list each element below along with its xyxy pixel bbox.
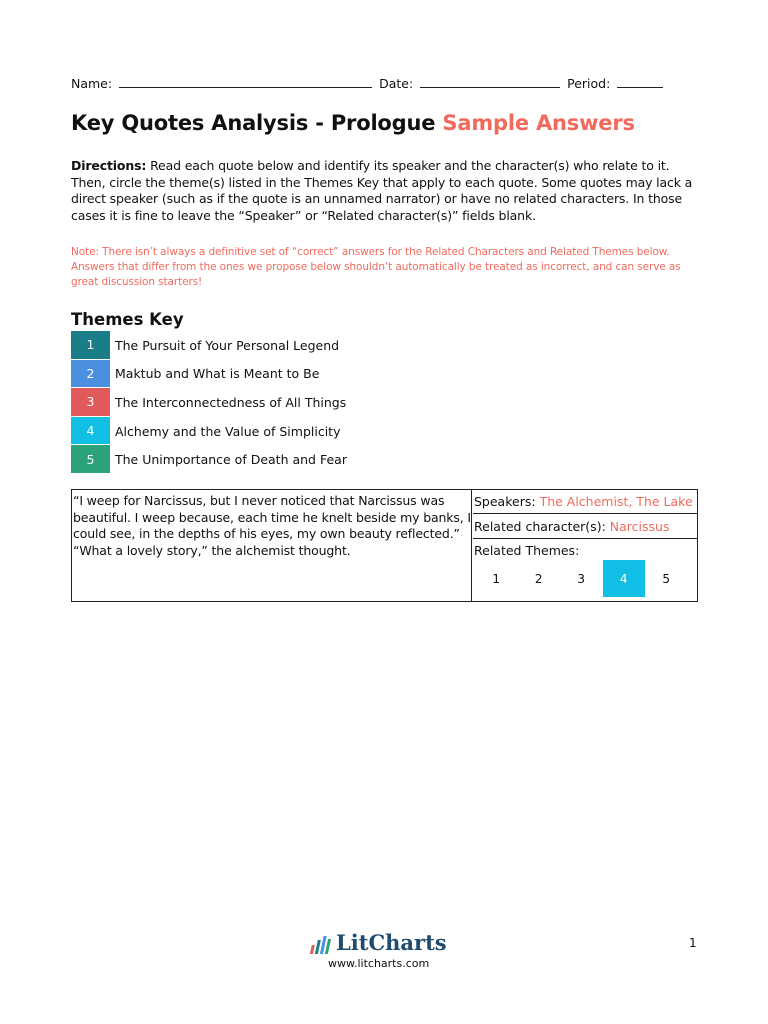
related-themes-label: Related Themes: [474,543,580,558]
title-accent: Sample Answers [442,111,635,135]
note-text: Note: There isn’t always a definitive set of “correct” answers for the Related Characters and Related Themes below. Answers that differ from the ones we propose below shouldn’t automatically be treated as incorrect, and can serve as great discussion starters! [71,246,681,288]
website-link[interactable]: www.litcharts.com [328,957,430,970]
theme-choice-4[interactable]: 4 [603,560,646,597]
theme-label-2: Maktub and What is Meant to Be [115,366,320,382]
logo-bars-icon [310,934,334,954]
theme-choice-3[interactable]: 3 [577,571,586,586]
theme-number-5: 5 [71,445,110,474]
theme-label-3: The Interconnectedness of All Things [115,394,347,410]
litcharts-logo[interactable] [312,932,447,954]
theme-row-4 [71,417,347,446]
theme-row-2 [71,360,347,389]
speakers-label: Speakers: [474,494,536,509]
theme-number-3: 3 [71,388,110,417]
theme-label-5: The Unimportance of Death and Fear [115,452,347,468]
quote-text: “I weep for Narcissus, but I never noticed that Narcissus was beautiful. I weep because, each time he knelt beside my banks, I could see, in the depths of his eyes, my own beauty reflected.” “What a lovely story,” the alchemist thought. [72,490,472,601]
speakers-cell [473,490,697,514]
page-number: 1 [689,936,697,950]
related-characters-value[interactable]: Narcissus [609,519,670,534]
name-date-period-line [71,75,666,91]
theme-number-4: 4 [71,417,110,446]
related-characters-cell [473,514,697,539]
quote-table [71,489,698,602]
theme-row-3 [71,388,347,417]
period-field[interactable] [617,75,663,88]
quote-answers [473,490,697,601]
directions-label: Directions: [71,158,147,173]
title-main: Key Quotes Analysis - Prologue [71,111,436,135]
theme-choice-5[interactable]: 5 [662,571,671,586]
theme-choices [475,560,688,597]
name-label: Name: [71,76,113,91]
related-themes-cell [473,539,697,601]
theme-choice-1[interactable]: 1 [492,571,501,586]
logo-bar [325,939,331,954]
page-title [71,111,635,135]
logo-text: LitCharts [336,930,447,955]
speakers-value[interactable]: The Alchemist, The Lake [539,494,693,509]
theme-number-1: 1 [71,331,110,360]
directions-text: Read each quote below and identify its speaker and the character(s) who relate to it. Then, circle the theme(s) listed in the Themes Key that apply to each quote. Some quotes may lack a direct speaker (such as if the quote is an unnamed narrator) or have no related characters. In those cases it is fine to leave the “Speaker” or “Related character(s)” fields blank. [71,158,693,223]
theme-label-1: The Pursuit of Your Personal Legend [115,337,340,353]
themes-key-list [71,331,347,474]
related-characters-label: Related character(s): [474,519,606,534]
directions [71,158,696,224]
theme-row-5 [71,445,347,474]
theme-number-2: 2 [71,360,110,389]
date-label: Date: [379,76,414,91]
themes-key-title: Themes Key [71,310,184,329]
name-field[interactable] [119,75,372,88]
theme-choice-2[interactable]: 2 [534,571,543,586]
date-field[interactable] [420,75,560,88]
period-label: Period: [567,76,611,91]
theme-label-4: Alchemy and the Value of Simplicity [115,423,341,439]
theme-row-1 [71,331,347,360]
